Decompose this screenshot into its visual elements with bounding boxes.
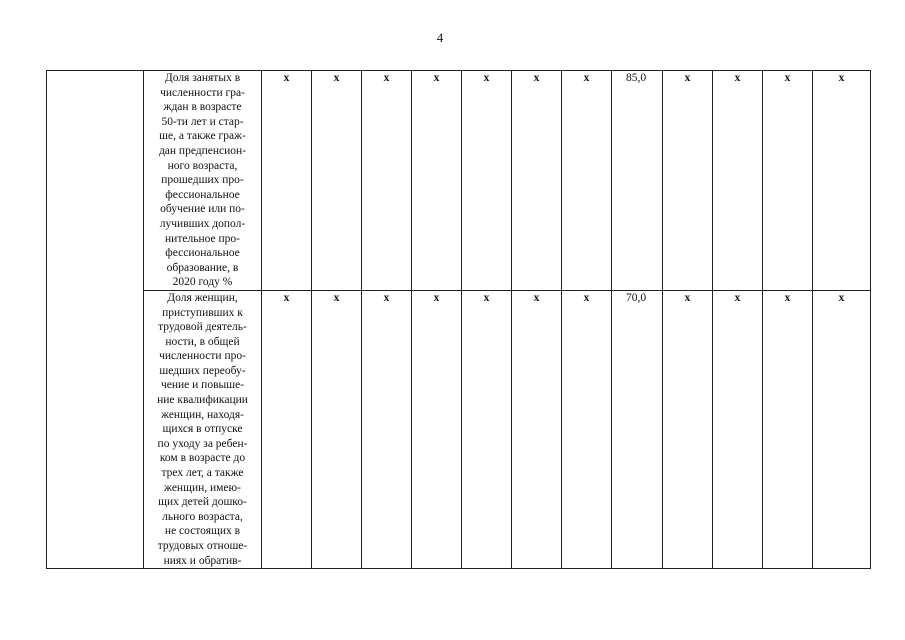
description-line: лучивших допол-: [159, 217, 246, 230]
description-line: образование, в: [166, 261, 239, 274]
value-cell: x: [713, 290, 763, 568]
description-line: ком в возрасте до: [159, 452, 246, 465]
description-line: 50-ти лет и стар-: [161, 115, 244, 128]
value-cell: x: [663, 290, 713, 568]
description-line: ше, а также граж-: [159, 130, 246, 143]
description-line: ждан в возрасте: [163, 101, 242, 114]
description-line: дан предпенсион-: [158, 144, 247, 157]
value-cell: x: [362, 71, 412, 291]
value-cell: x: [462, 290, 512, 568]
description-line: по уходу за ребен-: [157, 437, 248, 450]
value-cell: x: [312, 290, 362, 568]
description-line: Доля женщин,: [167, 291, 238, 304]
value-cell: x: [462, 71, 512, 291]
description-line: ниях и обратив-: [163, 554, 242, 567]
description-line: ного возраста,: [167, 159, 238, 172]
table-row: [47, 71, 871, 291]
description-line: фессиональное: [165, 188, 240, 201]
value-cell: x: [262, 71, 312, 291]
description-line: женщин, находя-: [161, 408, 244, 421]
description-line: численности про-: [159, 350, 246, 363]
description-line: Доля занятых в: [164, 72, 241, 84]
description-line: ние квалификации: [157, 394, 248, 407]
description-line: трудовых отноше-: [157, 540, 248, 552]
value-cell: x: [713, 71, 763, 291]
description-line: численности гра-: [160, 86, 245, 99]
indicators-table: [46, 70, 871, 569]
value-cell: x: [562, 71, 612, 291]
description-line: трех лет, а также: [161, 467, 244, 480]
empty-section-cell: [47, 71, 144, 569]
description-line: приступивших к: [162, 306, 243, 319]
description-line: щих детей дошко-: [158, 496, 247, 509]
description-line: нительное про-: [165, 232, 240, 245]
description-line: шедших переобу-: [159, 364, 246, 377]
value-cell: x: [412, 290, 462, 568]
value-cell: 70,0: [612, 290, 663, 568]
indicator-description: [144, 290, 262, 568]
description-line: 2020 году %: [172, 276, 233, 289]
value-cell: x: [512, 290, 562, 568]
description-line: прошедших про-: [161, 174, 244, 187]
description-line: чение и повыше-: [160, 379, 245, 392]
value-cell: x: [312, 71, 362, 291]
value-cell: x: [663, 71, 713, 291]
description-line: льного возраста,: [162, 510, 243, 523]
value-cell: x: [813, 290, 871, 568]
table-row: [47, 290, 871, 568]
value-cell: x: [512, 71, 562, 291]
description-line: обучение или по-: [160, 203, 245, 216]
page-number: 4: [436, 30, 444, 45]
description-line: не состоящих в: [164, 525, 241, 538]
description-line: женщин, имею-: [164, 481, 241, 494]
value-cell: x: [362, 290, 412, 568]
value-cell: x: [262, 290, 312, 568]
value-cell: 85,0: [612, 71, 663, 291]
value-cell: x: [763, 71, 813, 291]
value-cell: x: [412, 71, 462, 291]
description-line: фессиональное: [165, 247, 240, 260]
description-line: ности, в общей: [165, 335, 240, 348]
value-cell: x: [813, 71, 871, 291]
description-line: щихся в отпуске: [162, 423, 243, 436]
value-cell: x: [562, 290, 612, 568]
indicator-description: [144, 71, 262, 291]
description-line: трудовой деятель-: [158, 321, 247, 334]
value-cell: x: [763, 290, 813, 568]
